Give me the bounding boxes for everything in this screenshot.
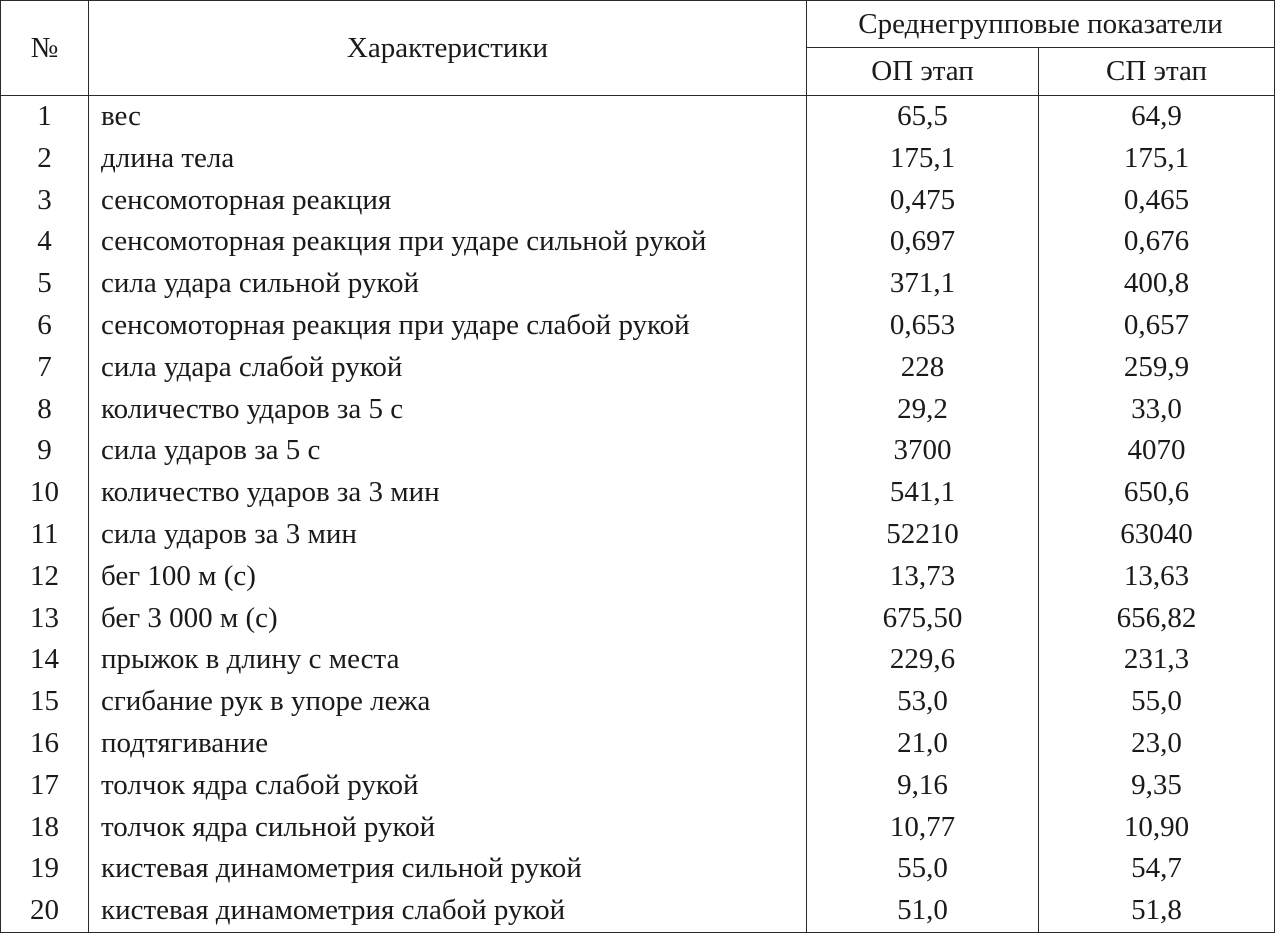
header-sp-stage: СП этап: [1039, 48, 1275, 96]
row-op-value: 229,6: [807, 639, 1039, 681]
row-characteristic: кистевая динамометрия сильной рукой: [89, 848, 807, 890]
row-number: 5: [1, 263, 89, 305]
row-op-value: 175,1: [807, 138, 1039, 180]
row-number: 20: [1, 890, 89, 932]
table-row: [1, 263, 1275, 305]
row-op-value: 52210: [807, 514, 1039, 556]
row-number: 17: [1, 765, 89, 807]
row-characteristic: сила удара слабой рукой: [89, 347, 807, 389]
table-row: [1, 765, 1275, 807]
row-op-value: 675,50: [807, 598, 1039, 640]
row-op-value: 0,653: [807, 305, 1039, 347]
row-op-value: 0,697: [807, 221, 1039, 263]
row-op-value: 0,475: [807, 180, 1039, 222]
row-characteristic: количество ударов за 5 с: [89, 389, 807, 431]
row-sp-value: 23,0: [1039, 723, 1275, 765]
row-characteristic: сила удара сильной рукой: [89, 263, 807, 305]
table-row: [1, 681, 1275, 723]
row-sp-value: 10,90: [1039, 807, 1275, 849]
row-op-value: 541,1: [807, 472, 1039, 514]
row-characteristic: сгибание рук в упоре лежа: [89, 681, 807, 723]
row-number: 8: [1, 389, 89, 431]
table-row: [1, 807, 1275, 849]
row-characteristic: сенсомоторная реакция при ударе сильной рукой: [89, 221, 807, 263]
row-op-value: 228: [807, 347, 1039, 389]
row-sp-value: 4070: [1039, 430, 1275, 472]
row-op-value: 65,5: [807, 96, 1039, 138]
row-sp-value: 400,8: [1039, 263, 1275, 305]
row-characteristic: длина тела: [89, 138, 807, 180]
row-characteristic: толчок ядра слабой рукой: [89, 765, 807, 807]
row-sp-value: 51,8: [1039, 890, 1275, 932]
table-row: [1, 472, 1275, 514]
row-characteristic: бег 3 000 м (с): [89, 598, 807, 640]
table-row: [1, 96, 1275, 138]
row-characteristic: кистевая динамометрия слабой рукой: [89, 890, 807, 932]
row-sp-value: 13,63: [1039, 556, 1275, 598]
row-number: 10: [1, 472, 89, 514]
row-characteristic: сила ударов за 5 с: [89, 430, 807, 472]
row-number: 1: [1, 96, 89, 138]
row-number: 7: [1, 347, 89, 389]
row-number: 6: [1, 305, 89, 347]
row-number: 15: [1, 681, 89, 723]
table-header: [1, 1, 1275, 96]
row-op-value: 3700: [807, 430, 1039, 472]
row-number: 16: [1, 723, 89, 765]
row-number: 3: [1, 180, 89, 222]
row-characteristic: толчок ядра сильной рукой: [89, 807, 807, 849]
row-sp-value: 33,0: [1039, 389, 1275, 431]
row-characteristic: количество ударов за 3 мин: [89, 472, 807, 514]
row-number: 11: [1, 514, 89, 556]
row-op-value: 51,0: [807, 890, 1039, 932]
row-characteristic: прыжок в длину с места: [89, 639, 807, 681]
row-characteristic: сенсомоторная реакция при ударе слабой рукой: [89, 305, 807, 347]
row-sp-value: 231,3: [1039, 639, 1275, 681]
row-characteristic: вес: [89, 96, 807, 138]
row-number: 12: [1, 556, 89, 598]
table-row: [1, 598, 1275, 640]
table-row: [1, 389, 1275, 431]
row-sp-value: 0,465: [1039, 180, 1275, 222]
row-op-value: 13,73: [807, 556, 1039, 598]
row-sp-value: 63040: [1039, 514, 1275, 556]
row-characteristic: подтягивание: [89, 723, 807, 765]
table-row: [1, 514, 1275, 556]
row-sp-value: 656,82: [1039, 598, 1275, 640]
row-characteristic: бег 100 м (с): [89, 556, 807, 598]
header-group-indicators: Среднегрупповые показатели: [807, 1, 1275, 48]
table-row: [1, 430, 1275, 472]
table-row: [1, 890, 1275, 932]
row-op-value: 53,0: [807, 681, 1039, 723]
header-characteristics: Характеристики: [89, 1, 807, 96]
row-number: 2: [1, 138, 89, 180]
row-sp-value: 259,9: [1039, 347, 1275, 389]
row-sp-value: 54,7: [1039, 848, 1275, 890]
table-body: [1, 96, 1275, 933]
row-number: 4: [1, 221, 89, 263]
row-op-value: 55,0: [807, 848, 1039, 890]
table-row: [1, 221, 1275, 263]
row-sp-value: 0,657: [1039, 305, 1275, 347]
table-row: [1, 848, 1275, 890]
row-number: 13: [1, 598, 89, 640]
row-sp-value: 0,676: [1039, 221, 1275, 263]
row-sp-value: 650,6: [1039, 472, 1275, 514]
row-op-value: 21,0: [807, 723, 1039, 765]
table-row: [1, 723, 1275, 765]
row-op-value: 9,16: [807, 765, 1039, 807]
row-sp-value: 64,9: [1039, 96, 1275, 138]
header-op-stage: ОП этап: [807, 48, 1039, 96]
row-number: 18: [1, 807, 89, 849]
table-row: [1, 639, 1275, 681]
row-op-value: 29,2: [807, 389, 1039, 431]
table-row: [1, 556, 1275, 598]
row-sp-value: 9,35: [1039, 765, 1275, 807]
table-row: [1, 138, 1275, 180]
row-sp-value: 55,0: [1039, 681, 1275, 723]
row-op-value: 10,77: [807, 807, 1039, 849]
row-characteristic: сила ударов за 3 мин: [89, 514, 807, 556]
header-num: №: [1, 1, 89, 96]
row-number: 19: [1, 848, 89, 890]
row-number: 9: [1, 430, 89, 472]
table-row: [1, 180, 1275, 222]
table-row: [1, 305, 1275, 347]
row-characteristic: сенсомоторная реакция: [89, 180, 807, 222]
row-op-value: 371,1: [807, 263, 1039, 305]
table-row: [1, 347, 1275, 389]
row-number: 14: [1, 639, 89, 681]
row-sp-value: 175,1: [1039, 138, 1275, 180]
